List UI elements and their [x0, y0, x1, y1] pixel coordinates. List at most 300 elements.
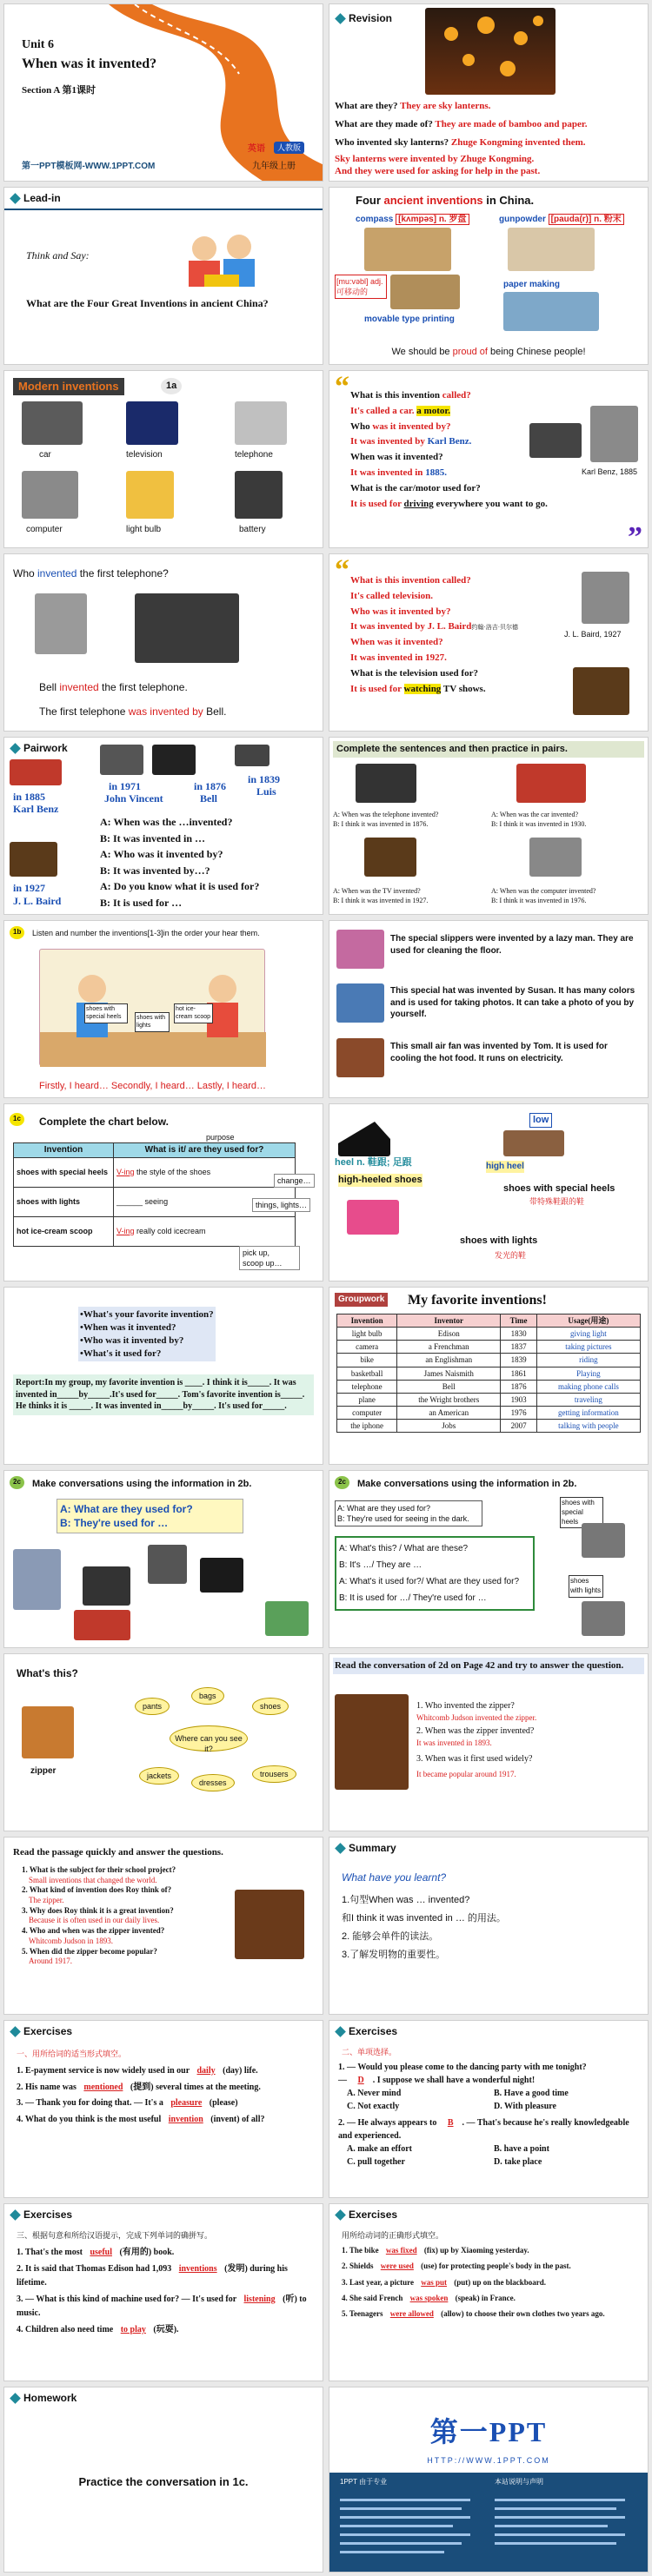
- exercise-item: [17, 2246, 314, 2260]
- close-quote-icon: ”: [628, 521, 642, 548]
- fav-cell: light bulb: [337, 1328, 397, 1341]
- zipper-photo: [335, 1694, 409, 1790]
- cp-a3: A: When was the TV invented?: [333, 887, 421, 895]
- passage-title: Read the passage quickly and answer the questions.: [13, 1847, 223, 1858]
- passage-answer: Small inventions that changed the world.: [29, 1875, 157, 1884]
- read2d-a3: It became popular around 1917.: [416, 1770, 516, 1778]
- exercise-item: [342, 2308, 639, 2321]
- sign-heels: shoes with special heels: [84, 1003, 128, 1023]
- exercise-hint: (put) up on the blackboard.: [452, 2277, 547, 2287]
- slide-ex1: [3, 2020, 323, 2198]
- slide-read-2d: [329, 1653, 649, 1831]
- first-telephone-image: [135, 593, 239, 663]
- exercise-hint: (提到) several times at the meeting.: [128, 2082, 261, 2092]
- diamond-icon: [10, 193, 21, 204]
- ex1-instr: 一、用所给词的适当形式填空。: [17, 2050, 127, 2058]
- fav-cell: 1839: [501, 1354, 537, 1367]
- phone-question: Who invented the first telephone?: [13, 567, 169, 579]
- telephone-image: [235, 401, 287, 445]
- exercise-hint: (allow) to choose their own clothes two years ago.: [438, 2309, 605, 2319]
- fav-cell: 1903: [501, 1393, 537, 1406]
- modern-badge: 1a: [161, 378, 182, 394]
- leadin-question: What are the Four Great Inventions in ancient China?: [26, 297, 269, 309]
- exercise-text: 2. His name was: [17, 2082, 79, 2092]
- exercise-answer: was spoken: [409, 2293, 449, 2302]
- slide-car-dialog: [329, 370, 649, 548]
- fav-cell: camera: [337, 1341, 397, 1354]
- conv-right-l4: B: It is used for …/ They're used for …: [339, 1593, 487, 1603]
- heel-word: heel n. 鞋跟; 足跟: [335, 1157, 412, 1168]
- ending-logo: 第一PPT: [429, 2416, 548, 2447]
- fav-cell: James Naismith: [397, 1367, 501, 1380]
- phone-thumb: [152, 745, 196, 775]
- fav-q3: •Who was it invented by?: [80, 1334, 184, 1346]
- fav-cell: telephone: [337, 1380, 397, 1393]
- fav-cell: making phone calls: [536, 1380, 640, 1393]
- passage-answer: The zipper.: [29, 1896, 64, 1905]
- high-heel-label: high heel: [486, 1162, 524, 1171]
- fav-cell: Jobs: [397, 1420, 501, 1433]
- exercise-hint: (有用的) book.: [117, 2248, 175, 2257]
- site-label: 第一PPT模板网-WWW.1PPT.COM: [22, 162, 156, 171]
- diamond-icon: [335, 13, 346, 24]
- modern-label-bulb: light bulb: [126, 525, 162, 534]
- modern-label-car: car: [39, 450, 51, 460]
- ex4-header: Exercises: [329, 2204, 648, 2225]
- exercise-answer: invention: [168, 2114, 203, 2124]
- revision-q3-row: Who invented sky lanterns? Zhuge Kongming invented them.: [335, 136, 586, 148]
- tools-image: [13, 1549, 61, 1610]
- slide-chart: [3, 1103, 323, 1281]
- diamond-icon: [10, 2393, 21, 2404]
- chart-head-1: Invention: [14, 1143, 114, 1158]
- fav-row: [337, 1393, 641, 1406]
- exercise-answer: daily: [196, 2066, 216, 2076]
- slide-heels: [329, 1103, 649, 1281]
- exercise-answer: inventions: [178, 2264, 217, 2274]
- revision-q2-row: What are they made of? They are made of bamboo and paper.: [335, 118, 588, 129]
- ex4-instr: 用所给动词的正确形式填空。: [342, 2231, 444, 2240]
- exercise-text: 4. What do you think is the most useful: [17, 2114, 163, 2124]
- slide-pairwork: [3, 737, 323, 915]
- car-image: [22, 401, 83, 445]
- passage-question: 2. What kind of invention does Roy think of?: [22, 1885, 172, 1895]
- conv-badge: 2c: [10, 1476, 24, 1489]
- pw-1876: in 1876: [194, 780, 227, 792]
- ex3-instr: 三、根据句意和所给汉语提示，完成下列单词的确拼写。: [17, 2231, 213, 2240]
- read2d-q2: 2. When was the zipper invented?: [416, 1725, 535, 1736]
- pw-line-5: A: Do you know what it is used for?: [100, 880, 260, 893]
- fav-cell: computer: [337, 1406, 397, 1419]
- grade-label: 九年级上册: [252, 162, 296, 171]
- slide-ending: [329, 2387, 649, 2573]
- bike-image: [74, 1610, 130, 1640]
- exercise-item: [342, 2244, 639, 2257]
- fav-th-2: Inventor: [397, 1314, 501, 1328]
- fav-q1: •What's your favorite invention?: [80, 1309, 214, 1320]
- ending-col2: 本站说明与声明: [495, 2478, 543, 2486]
- slide-four-inventions: [329, 187, 649, 365]
- cp-a2: A: When was the car invented?: [491, 811, 579, 818]
- exercise-item: [17, 2323, 314, 2337]
- modern-label-phone: telephone: [235, 450, 273, 460]
- fav-row: [337, 1328, 641, 1341]
- tv-line-2: It's called television.: [350, 590, 434, 601]
- computer-image: [22, 471, 78, 519]
- fav-table-title: My favorite inventions!: [408, 1293, 547, 1308]
- fav-cell: an American: [397, 1406, 501, 1419]
- car-line-6: It was invented in 1885.: [350, 467, 447, 479]
- think-say: Think and Say:: [26, 249, 90, 262]
- special-heels-cn: 带特殊鞋跟的鞋: [529, 1197, 585, 1206]
- slide-modern: [3, 370, 323, 548]
- revision-q1-row: What are they? They are sky lanterns.: [335, 101, 491, 111]
- old-car-image: [529, 423, 582, 458]
- chart-cell-2: ______ seeing: [114, 1187, 296, 1216]
- printing-image: [390, 275, 460, 309]
- fav-cell: a Frenchman: [397, 1341, 501, 1354]
- unit-title: When was it invented?: [22, 56, 157, 71]
- ex2-header: Exercises: [329, 2021, 648, 2042]
- fav-cell: 1830: [501, 1328, 537, 1341]
- cp-b1: B: I think it was invented in 1876.: [333, 819, 429, 828]
- read2d-a1: Whitcomb Judson invented the zipper.: [416, 1713, 537, 1722]
- fav-cell: giving light: [536, 1328, 640, 1341]
- summary-s3: 3.了解发明物的重要性。: [342, 1949, 446, 1960]
- exercise-answer: was fixed: [385, 2246, 417, 2255]
- listen-order: Firstly, I heard… Secondly, I heard… Lastly, I heard…: [39, 1081, 267, 1091]
- summary-s1: 1.句型When was … invented?: [342, 1895, 470, 1905]
- chart-badge: 1c: [10, 1113, 24, 1126]
- ending-col1: 1PPT 由于专业: [340, 2478, 388, 2486]
- exercise-item: [17, 2293, 314, 2321]
- baird-portrait: [582, 572, 629, 624]
- exercise-text: 4. She said French: [342, 2293, 405, 2302]
- fav-cell: an Englishman: [397, 1354, 501, 1367]
- car-line-1: What is this invention called?: [350, 390, 471, 401]
- open-quote-icon: “: [335, 554, 349, 586]
- conv-right-title: Make conversations using the information in 2b.: [357, 1479, 577, 1489]
- plant-image: [265, 1601, 309, 1636]
- modern-title: Modern inventions: [13, 378, 124, 395]
- phone-sentence-2: The first telephone was invented by Bell.: [39, 705, 227, 718]
- passage-question: 4. Who and when was the zipper invented?: [22, 1926, 165, 1936]
- exercise-text: 1. The bike: [342, 2246, 381, 2255]
- fav-cell: traveling: [536, 1393, 640, 1406]
- slide-ex3: [3, 2203, 323, 2381]
- car-line-2: It's called a car. a motor.: [350, 405, 450, 416]
- tip-things: things, lights…: [252, 1198, 310, 1212]
- exercise-answer: were allowed: [389, 2309, 434, 2319]
- exercise-item: [17, 2064, 314, 2078]
- proud-line: We should be proud of being Chinese people!: [391, 347, 586, 357]
- revision-note1: Sky lanterns were invented by Zhuge Kongming.: [335, 153, 535, 164]
- open-quote-icon: “: [335, 371, 349, 403]
- slide-revision: [329, 3, 649, 182]
- slide-favorite-table: [329, 1287, 649, 1465]
- conv-right-b: B: They're used for seeing in the dark.: [337, 1514, 469, 1524]
- exercise-hint: (use) for protecting people's body in the past.: [418, 2261, 571, 2271]
- ex3-header: Exercises: [4, 2204, 323, 2225]
- heel-shoe-image: [582, 1523, 625, 1558]
- exercise-answer: mentioned: [83, 2082, 123, 2092]
- passage-question: 3. Why does Roy think it is a great invention?: [22, 1905, 174, 1915]
- fav-q4: •What's it used for?: [80, 1348, 162, 1359]
- zipper-image: [22, 1706, 74, 1758]
- kettle-image: [148, 1545, 187, 1584]
- fav-cell: taking pictures: [536, 1341, 640, 1354]
- chart-row-2: shoes with lights: [14, 1187, 114, 1216]
- exercise-text: 1. E-payment service is now widely used in our: [17, 2066, 192, 2076]
- tv-line-6: It was invented in 1927.: [350, 652, 447, 664]
- tv-line-8: It is used for watching TV shows.: [350, 683, 486, 694]
- whats-this-title: What's this?: [17, 1667, 78, 1679]
- pw-bell: Bell: [200, 792, 217, 805]
- summary-s1b: 和I think it was invented in … 的用法。: [342, 1912, 506, 1924]
- ending-url: HTTP://WWW.1PPT.COM: [427, 2456, 550, 2465]
- car-image-2: [516, 764, 586, 803]
- fav-th-3: Time: [501, 1314, 537, 1328]
- pw-vincent: John Vincent: [104, 792, 163, 805]
- pw-line-2: B: It was invented in …: [100, 831, 206, 844]
- conv-badge-2: 2c: [335, 1476, 349, 1489]
- car-line-5: When was it invented?: [350, 452, 443, 463]
- passage-question: 1. What is the subject for their school project?: [22, 1865, 176, 1874]
- diamond-icon: [335, 2026, 346, 2037]
- slide-ex4: [329, 2203, 649, 2381]
- slide-summary: [329, 1837, 649, 2015]
- chart-row-3: hot ice-cream scoop: [14, 1216, 114, 1246]
- cp-a1: A: When was the telephone invented?: [333, 811, 439, 818]
- lights-label: shoes with lights: [460, 1235, 538, 1246]
- bulb-image: [126, 471, 174, 519]
- chart-row-1: shoes with special heels: [14, 1157, 114, 1187]
- printing-label: movable type printing: [364, 315, 455, 324]
- exercise-text: 3. — What is this kind of machine used for? — It's used for: [17, 2295, 239, 2304]
- fav-cell: Playing: [536, 1367, 640, 1380]
- footer-links-graphic: [329, 2490, 649, 2573]
- exercise-text: 5. Teenagers: [342, 2309, 385, 2319]
- ex1-list: [17, 2064, 314, 2129]
- slide-whats-this: [3, 1653, 323, 1831]
- fav-cell: 1876: [501, 1380, 537, 1393]
- pw-luis: Luis: [256, 785, 276, 798]
- slippers-image: [336, 930, 384, 969]
- exercise-text: 1. That's the most: [17, 2248, 85, 2257]
- fav-cell: plane: [337, 1393, 397, 1406]
- pw-1885: in 1885: [13, 791, 46, 803]
- exercise-item: [17, 2096, 314, 2110]
- old-tv-image: [573, 667, 629, 715]
- camera-image: [200, 1558, 243, 1593]
- exercise-answer: was put: [421, 2277, 448, 2287]
- cp-b2: B: I think it was invented in 1930.: [491, 819, 587, 828]
- sign-scoop: hot ice-cream scoop: [174, 1003, 213, 1023]
- pw-line-3: A: Who was it invented by?: [100, 848, 223, 861]
- high-heeled-label: high-heeled shoes: [338, 1175, 422, 1185]
- pw-line-6: B: It is used for …: [100, 896, 183, 909]
- fav-cell: the Wright brothers: [397, 1393, 501, 1406]
- paper-image: [503, 292, 599, 331]
- zipper-label: zipper: [30, 1766, 57, 1776]
- exercise-item: [342, 2260, 639, 2273]
- conv-left-title: Make conversations using the information in 2b.: [32, 1479, 252, 1489]
- exercise-text: 4. Children also need time: [17, 2325, 116, 2334]
- pw-1927: in 1927: [13, 882, 46, 894]
- modern-label-tv: television: [126, 450, 163, 460]
- pw-baird: J. L. Baird: [13, 895, 62, 907]
- tip-change: change…: [274, 1174, 315, 1188]
- car-line-4: It was invented by Karl Benz.: [350, 436, 472, 447]
- sign-heels-2: shoes with special heels: [560, 1497, 603, 1528]
- fav-cell: 1976: [501, 1406, 537, 1419]
- conv-left-a: A: What are they used for?: [60, 1503, 193, 1515]
- car-thumb: [10, 759, 62, 785]
- pairwork-header: Pairwork: [4, 738, 323, 758]
- light-shoe-image-2: [582, 1601, 625, 1636]
- television-image: [126, 401, 178, 445]
- chart-cell-1: V-ing the style of the shoes: [114, 1157, 296, 1187]
- tv-line-7: What is the television used for?: [350, 667, 478, 679]
- edition-tag: 人教版: [274, 142, 304, 154]
- word-shoes: shoes: [252, 1698, 289, 1715]
- read2d-a2: It was invented in 1893.: [416, 1738, 492, 1747]
- summary-header: Summary: [329, 1838, 648, 1858]
- exercise-item: [342, 2276, 639, 2289]
- ex1-header: Exercises: [4, 2021, 323, 2042]
- pw-1839: in 1839: [248, 773, 281, 785]
- passage-answer: Whitcomb Judson in 1893.: [29, 1936, 113, 1945]
- printing-phonetic: [mu:vəbl] adj. 可移动的: [335, 275, 387, 299]
- fav-cell: Edison: [397, 1328, 501, 1341]
- section-label: Section A 第1课时: [22, 85, 96, 96]
- battery-image: [235, 471, 283, 519]
- fav-th-1: Invention: [337, 1314, 397, 1328]
- purpose-label: purpose: [206, 1133, 235, 1142]
- exercise-answer: listening: [243, 2295, 276, 2304]
- modern-label-battery: battery: [239, 525, 266, 534]
- conv-right-l3: A: What's it used for?/ What are they used for?: [339, 1577, 520, 1586]
- fav-cell: the iphone: [337, 1420, 397, 1433]
- exercise-hint: (听) to music.: [17, 2295, 307, 2318]
- baird-caption: J. L. Baird, 1927: [564, 630, 622, 639]
- pw-line-4: B: It was invented by…?: [100, 864, 210, 877]
- read2d-title: Read the conversation of 2d on Page 42 and try to answer the question.: [333, 1658, 644, 1674]
- fav-cell: basketball: [337, 1367, 397, 1380]
- ex2-instr: 二、单项选择。: [342, 2048, 397, 2056]
- slide-ex2: [329, 2020, 649, 2198]
- groupwork-tag: Groupwork: [335, 1293, 388, 1307]
- gunpowder-label: gunpowder [pauda(r)] n. 粉末: [499, 214, 624, 226]
- diamond-icon: [335, 2209, 346, 2221]
- conv-right-a: A: What are they used for?: [337, 1504, 431, 1513]
- tv-line-5: When was it invented?: [350, 637, 443, 648]
- tip-pick: pick up, scoop up…: [239, 1246, 300, 1270]
- exercise-hint: (fix) up by Xiaoming yesterday.: [422, 2246, 529, 2255]
- listen-instruction: Listen and number the inventions[1-3]in the order your hear them.: [32, 929, 260, 937]
- car-line-8: It is used for driving everywhere you want to go.: [350, 498, 548, 509]
- pw-benz: Karl Benz: [13, 803, 59, 815]
- diamond-icon: [10, 743, 21, 754]
- special-p3: This small air fan was invented by Tom. It is used for cooling the hot food. It runs on electricity.: [390, 1042, 608, 1063]
- ex2-q1b: — D . I suppose we shall have a wonderful night!: [338, 2076, 536, 2085]
- ex4-list: [342, 2244, 639, 2323]
- exercise-item: [17, 2113, 314, 2127]
- exercise-item: [17, 2081, 314, 2095]
- tv-line-4: It was invented by J. L. Baird约翰·洛吉·贝尔德: [350, 621, 519, 632]
- passage-answer: Because it is often used in our daily lives.: [29, 1916, 160, 1925]
- ex2-q2: 2. — He always appears to B . — That's because he's really knowledgeable and experienced.: [338, 2118, 629, 2141]
- chart-head-2: What is it/ are they used for?: [114, 1143, 296, 1158]
- fav-cell: 1837: [501, 1341, 537, 1354]
- sign-lights: shoes with lights: [135, 1012, 170, 1032]
- fav-row: [337, 1367, 641, 1380]
- benz-caption: Karl Benz, 1885: [582, 467, 638, 476]
- fav-table: [336, 1314, 641, 1433]
- leadin-header: Lead-in: [4, 188, 323, 210]
- tv-line-3: Who was it invented by?: [350, 606, 451, 617]
- hat-image: [336, 983, 384, 1023]
- exercise-text: 2. It is said that Thomas Edison had 1,093: [17, 2264, 174, 2274]
- fav-cell: talking with people: [536, 1420, 640, 1433]
- slide-telephone: [3, 553, 323, 732]
- diamond-icon: [335, 1843, 346, 1854]
- cp-a4: A: When was the computer invented?: [491, 887, 596, 895]
- sign-lights-2: shoes with lights: [569, 1575, 603, 1598]
- exercise-answer: were used: [380, 2261, 414, 2271]
- ex2-opts2: A. make an effort B. have a point C. pull together D. take place: [347, 2144, 549, 2167]
- summary-s2: 2. 能够会单件的读法。: [342, 1930, 439, 1942]
- report-template: Report:In my group, my favorite invention is ____. I think it is_____. It was invented in_____by_____.It's used for_____. Tom's favorite invention is_____. He thinks it is _____. It was invented in_____by_____. It's used for_____.: [13, 1374, 314, 1415]
- tv-image-2: [364, 838, 416, 877]
- kids-image: [170, 222, 274, 292]
- listen-scene: [39, 949, 265, 1066]
- slide-read-passage: [3, 1837, 323, 2015]
- chart-cell-3: V-ing really cold icecream: [114, 1216, 296, 1246]
- summary-what: What have you learnt?: [342, 1871, 447, 1884]
- exercise-item: [17, 2262, 314, 2290]
- modern-label-computer: computer: [26, 525, 63, 534]
- ex2-q1a: 1. — Would you please come to the dancing party with me tonight?: [338, 2063, 587, 2072]
- center-bubble: Where can you see it?: [170, 1725, 248, 1752]
- passage-list: [22, 1865, 222, 1967]
- slide-special-inventions: [329, 920, 649, 1098]
- slide-favorite-report: [3, 1287, 323, 1465]
- tv-thumb: [10, 842, 57, 877]
- computer-image-2: [529, 838, 582, 877]
- homework-header: Homework: [4, 2387, 323, 2408]
- sky-lanterns-image: [425, 8, 556, 95]
- fav-row: [337, 1406, 641, 1419]
- light-shoe-image: [347, 1200, 399, 1235]
- homework-text: Practice the conversation in 1c.: [78, 2475, 249, 2488]
- exercise-hint: (invent) of all?: [208, 2114, 265, 2124]
- special-p2: This special hat was invented by Susan. It has many colors and is used for taking photos. It can take a photo of you by yourself.: [390, 986, 635, 1019]
- word-dresses: dresses: [191, 1774, 235, 1791]
- car-line-7: What is the car/motor used for?: [350, 482, 481, 493]
- boot-image: [503, 1130, 564, 1156]
- passage-answer: Around 1917.: [29, 1957, 72, 1966]
- fav-cell: 1861: [501, 1367, 537, 1380]
- telephone-image-2: [83, 1566, 130, 1606]
- high-heel-image: [338, 1113, 390, 1156]
- benz-portrait: [590, 406, 638, 462]
- fav-row: [337, 1341, 641, 1354]
- four-title: Four ancient inventions in China.: [356, 194, 535, 207]
- phone-image: [356, 764, 416, 803]
- passage-question: 5. When did the zipper become popular?: [22, 1946, 157, 1956]
- slide-conv-left: [3, 1470, 323, 1648]
